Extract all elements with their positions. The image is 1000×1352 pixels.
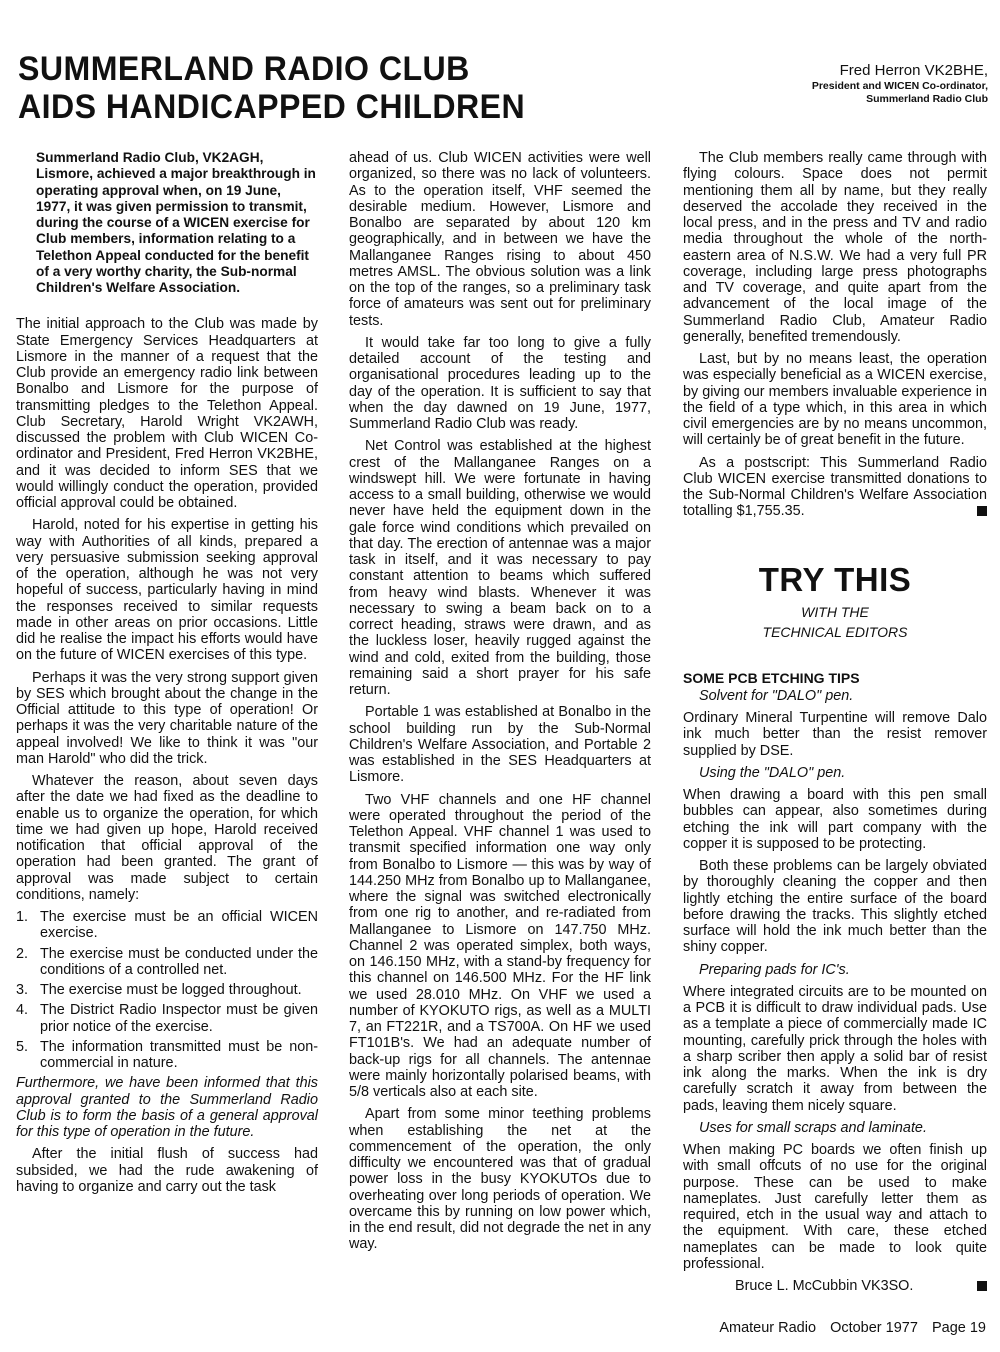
subtitle-line-1: WITH THE	[801, 603, 869, 620]
signature	[683, 1278, 987, 1294]
tip-heading: Preparing pads for IC's.	[699, 961, 850, 978]
list-number: 1.	[16, 909, 29, 925]
paragraph: Apart from some minor teething problems when establishing the net at the commencement of the operation, the only difficulty we encountered was that of gradual power loss in the busy KYOKUTOs due to overheating over long periods of operation. We overcame this by running on low power which, in the end result, did not degrade the net in any way.	[349, 1106, 651, 1253]
list-number: 2.	[16, 945, 29, 962]
paragraph: The initial approach to the Club was made by State Emergency Services Headquarters at Lismore in the manner of a request that the Club provide an emergency radio link between Bonalbo and Lismore for the purpose of transmitting pledges to the Telethon Appeal. Club Secretary, Harold Wright VK2AWH, discussed the problem with Club WICEN Co-ordinator and President, Fred Herron VK2BHE, and it was decided to inform SES that we would willingly conduct the operation, provided official approval could be obtained.	[16, 316, 318, 511]
title-line-1: SUMMERLAND RADIO CLUB	[18, 50, 470, 88]
list-text: The exercise must be an official WICEN exercise.	[40, 909, 318, 942]
tip-text: Where integrated circuits are to be mounted on a PCB it is difficult to draw individual pads. Use as a template a piece of commercially made IC mounting, carefully prick through the holes with a sharp scriber then apply a solid bar of resist ink along the marks. When the ink is dry carefully scratch it away from between the pads, leaving them nicely square.	[683, 983, 987, 1114]
title-line-2: AIDS HANDICAPPED CHILDREN	[18, 88, 526, 126]
article-title	[18, 50, 525, 126]
author-name: Fred Herron VK2BHE,	[839, 62, 988, 79]
column-3	[683, 150, 987, 1300]
paragraph: Harold, noted for his expertise in getting his way with Authorities of all kinds, prepared a very persuasive submission seeking approval of the operation, although he was not very hopeful of success, particularly having in mind the responses received to similar requests made in other areas on prior occasions. Little did he realise the impact his efforts would have on the future of WICEN exercises of this type.	[16, 517, 318, 664]
tip-heading: Uses for small scraps and laminate.	[699, 1119, 927, 1136]
byline	[812, 62, 988, 106]
end-mark-icon	[977, 1281, 987, 1291]
list-text: The District Radio Inspector must be given prior notice of the exercise.	[40, 1002, 318, 1035]
paragraph: It would take far too long to give a fully detailed account of the testing and organisational procedures leading up to the day of the operation. It is sufficient to say that when the day dawned on 19 June, 1977, Summerland Radio Club was ready.	[349, 334, 651, 432]
paragraph: Portable 1 was established at Bonalbo in the school building run by the Sub-Normal Children's Welfare Association, and Portable 2 was established in the SES Headquarters at Lismore.	[349, 704, 651, 786]
signature-name: Bruce L. McCubbin VK3SO.	[735, 1278, 914, 1294]
tip-heading: Solvent for "DALO" pen.	[699, 687, 854, 704]
author-role-2: Summerland Radio Club	[866, 93, 988, 105]
section-title: SOME PCB ETCHING TIPS	[683, 669, 860, 686]
tip-text: When making PC boards we often finish up with small offcuts of no use for the original purpose. These can be used to make nameplates. Just carefully letter them as required, etch in the usual way and attach to the equipment. With care, these etched nameplates can be made to look quite professional.	[683, 1142, 987, 1272]
tip-text: Ordinary Mineral Turpentine will remove Dalo ink much better than the resist remover supplied by DSE.	[683, 710, 987, 759]
tip-heading: Using the "DALO" pen.	[699, 764, 846, 781]
try-this-subtitle	[683, 602, 987, 642]
list-number: 5.	[16, 1038, 29, 1055]
page-number: Page 19	[931, 1320, 986, 1336]
list-text: The exercise must be conducted under the conditions of a controlled net.	[40, 945, 318, 978]
paragraph: The Club members really came through with flying colours. Space does not permit mentioning them all by name, but they really deserved the accolade they received in the local press, and in the press and TV and radio media throughout the whole of the north-eastern area of N.S.W. We had a very full PR coverage, including large press photographs and TV coverage, and quite apart from the advancement of the local image of the Summerland Radio Club, Amateur Radio generally, benefited tremendously.	[683, 150, 987, 345]
paragraph	[683, 455, 987, 520]
page-footer	[709, 1320, 986, 1336]
paragraph: Two VHF channels and one HF channel were operated throughout the period of the Telethon Appeal. VHF channel 1 was used to transmit specified information one way only from Bonalbo to Lismore — this was by way of 144.250 MHz from Bonalbo up to Mallanganee, where the signal was switched electronically from one rig to another, and re-radiated from Mallanganee to Lismore on 147.750 MHz. Channel 2 was operated simplex, both ways, on 146.150 MHz, with a stand-by frequency for this channel on 146.500 MHz. For the HF link we used 28.010 MHz. On VHF we used a number of KYOKUTO rigs, as well as a MULTI 7, an FT221R, and a TS700A. On HF we used FT101B's. We had an adequate number of back-up rigs for all channels. The antennae were mainly horizontally polarised beams, with 5/8 verticals also at each site.	[349, 791, 651, 1100]
end-mark-icon	[977, 506, 987, 516]
issue-date: October 1977	[830, 1320, 918, 1336]
list-item	[16, 1002, 318, 1035]
list-item	[16, 946, 318, 979]
paragraph: Perhaps it was the very strong support given by SES which brought about the change in the Official attitude to this type of operation! Or perhaps it was the very charitable nature of the appeal involved! We like to think it was "our man Harold" who did the trick.	[16, 669, 318, 767]
tip-text: When drawing a board with this pen small bubbles can appear, also sometimes during etching the ink will part company with the copper it is supposed to be protecting.	[683, 787, 987, 852]
lead-paragraph: Summerland Radio Club, VK2AGH, Lismore, achieved a major breakthrough in operating approval when, on 19 June, 1977, it was given permission to transmit, during the course of a WICEN exercise for Club members, information relating to a Telethon Appeal conducted for the benefit of a very worthy charity, the Sub-normal Children's Welfare Association.	[36, 150, 316, 295]
column-2	[349, 150, 651, 1259]
conditions-list	[16, 909, 318, 1071]
paragraph: Net Control was established at the highest crest of the Mallanganee Ranges on a windswept hill. We were fortunate in having access to a small building, otherwise we would never have held the equipment down in the gale force wind conditions which prevailed on that day. The erection of antennae was a major task in itself, and it was necessary to pay constant attention to beams which suffered from heavy wind blasts. Whenever it was necessary to swing a beam back on to a correct heading, straws were drawn, and as the luckless loser, heavily rugged against the wind and cold, exited from the building, those remaining said a short prayer for his safe return.	[349, 438, 651, 698]
tip-text: Both these problems can be largely obviated by thoroughly cleaning the copper and then lightly etching the entire surface of the board before drawing the tracks. This slightly etched surface will hold the ink much better than the shiny copper.	[683, 858, 987, 956]
author-role-1: President and WICEN Co-ordinator,	[811, 80, 988, 92]
list-item	[16, 1039, 318, 1072]
postscript-text: As a postscript: This Summerland Radio Club WICEN exercise transmitted donations to the Sub-Normal Children's Welfare Association totalling $1,755.35.	[683, 454, 987, 520]
list-text: The information transmitted must be non-commercial in nature.	[40, 1038, 318, 1071]
column-1	[16, 150, 318, 1201]
list-number: 3.	[16, 982, 29, 998]
paragraph: Last, but by no means least, the operation was especially beneficial as a WICEN exercise, by giving our members invaluable experience in the field of a type which, in this area in which civil emergencies are by no means uncommon, will certainly be of great benefit in the future.	[683, 351, 987, 449]
paragraph: Whatever the reason, about seven days after the date we had fixed as the deadline to enable us to organize the operation, for which time we had given up hope, Harold received notification that official approval of the operation had been granted. The grant of approval was made subject to certain conditions, namely:	[16, 773, 318, 903]
try-this-title: TRY THIS	[758, 560, 912, 598]
subtitle-line-2: TECHNICAL EDITORS	[762, 623, 908, 640]
magazine-name: Amateur Radio	[719, 1320, 817, 1336]
list-number: 4.	[16, 1002, 29, 1019]
list-text: The exercise must be logged throughout.	[40, 982, 302, 998]
list-item	[16, 982, 318, 998]
italic-paragraph: Furthermore, we have been informed that this approval granted to the Summerland Radio Club is to form the basis of a general approval for this type of operation in the future.	[16, 1075, 318, 1140]
paragraph: ahead of us. Club WICEN activities were well organized, so there was no lack of volunteers. As to the operation itself, VHF seemed the desirable medium. However, Lismore and Bonalbo are separated by about 120 km geographically, and in between we have the Mallanganee Ranges rising to about 450 metres AMSL. The obvious solution was a link on the top of the ranges, so a preliminary task force of amateurs was sent out for preliminary tests.	[349, 150, 651, 329]
paragraph: After the initial flush of success had subsided, we had the rude awakening of having to organize and carry out the task	[16, 1146, 318, 1195]
list-item	[16, 909, 318, 942]
